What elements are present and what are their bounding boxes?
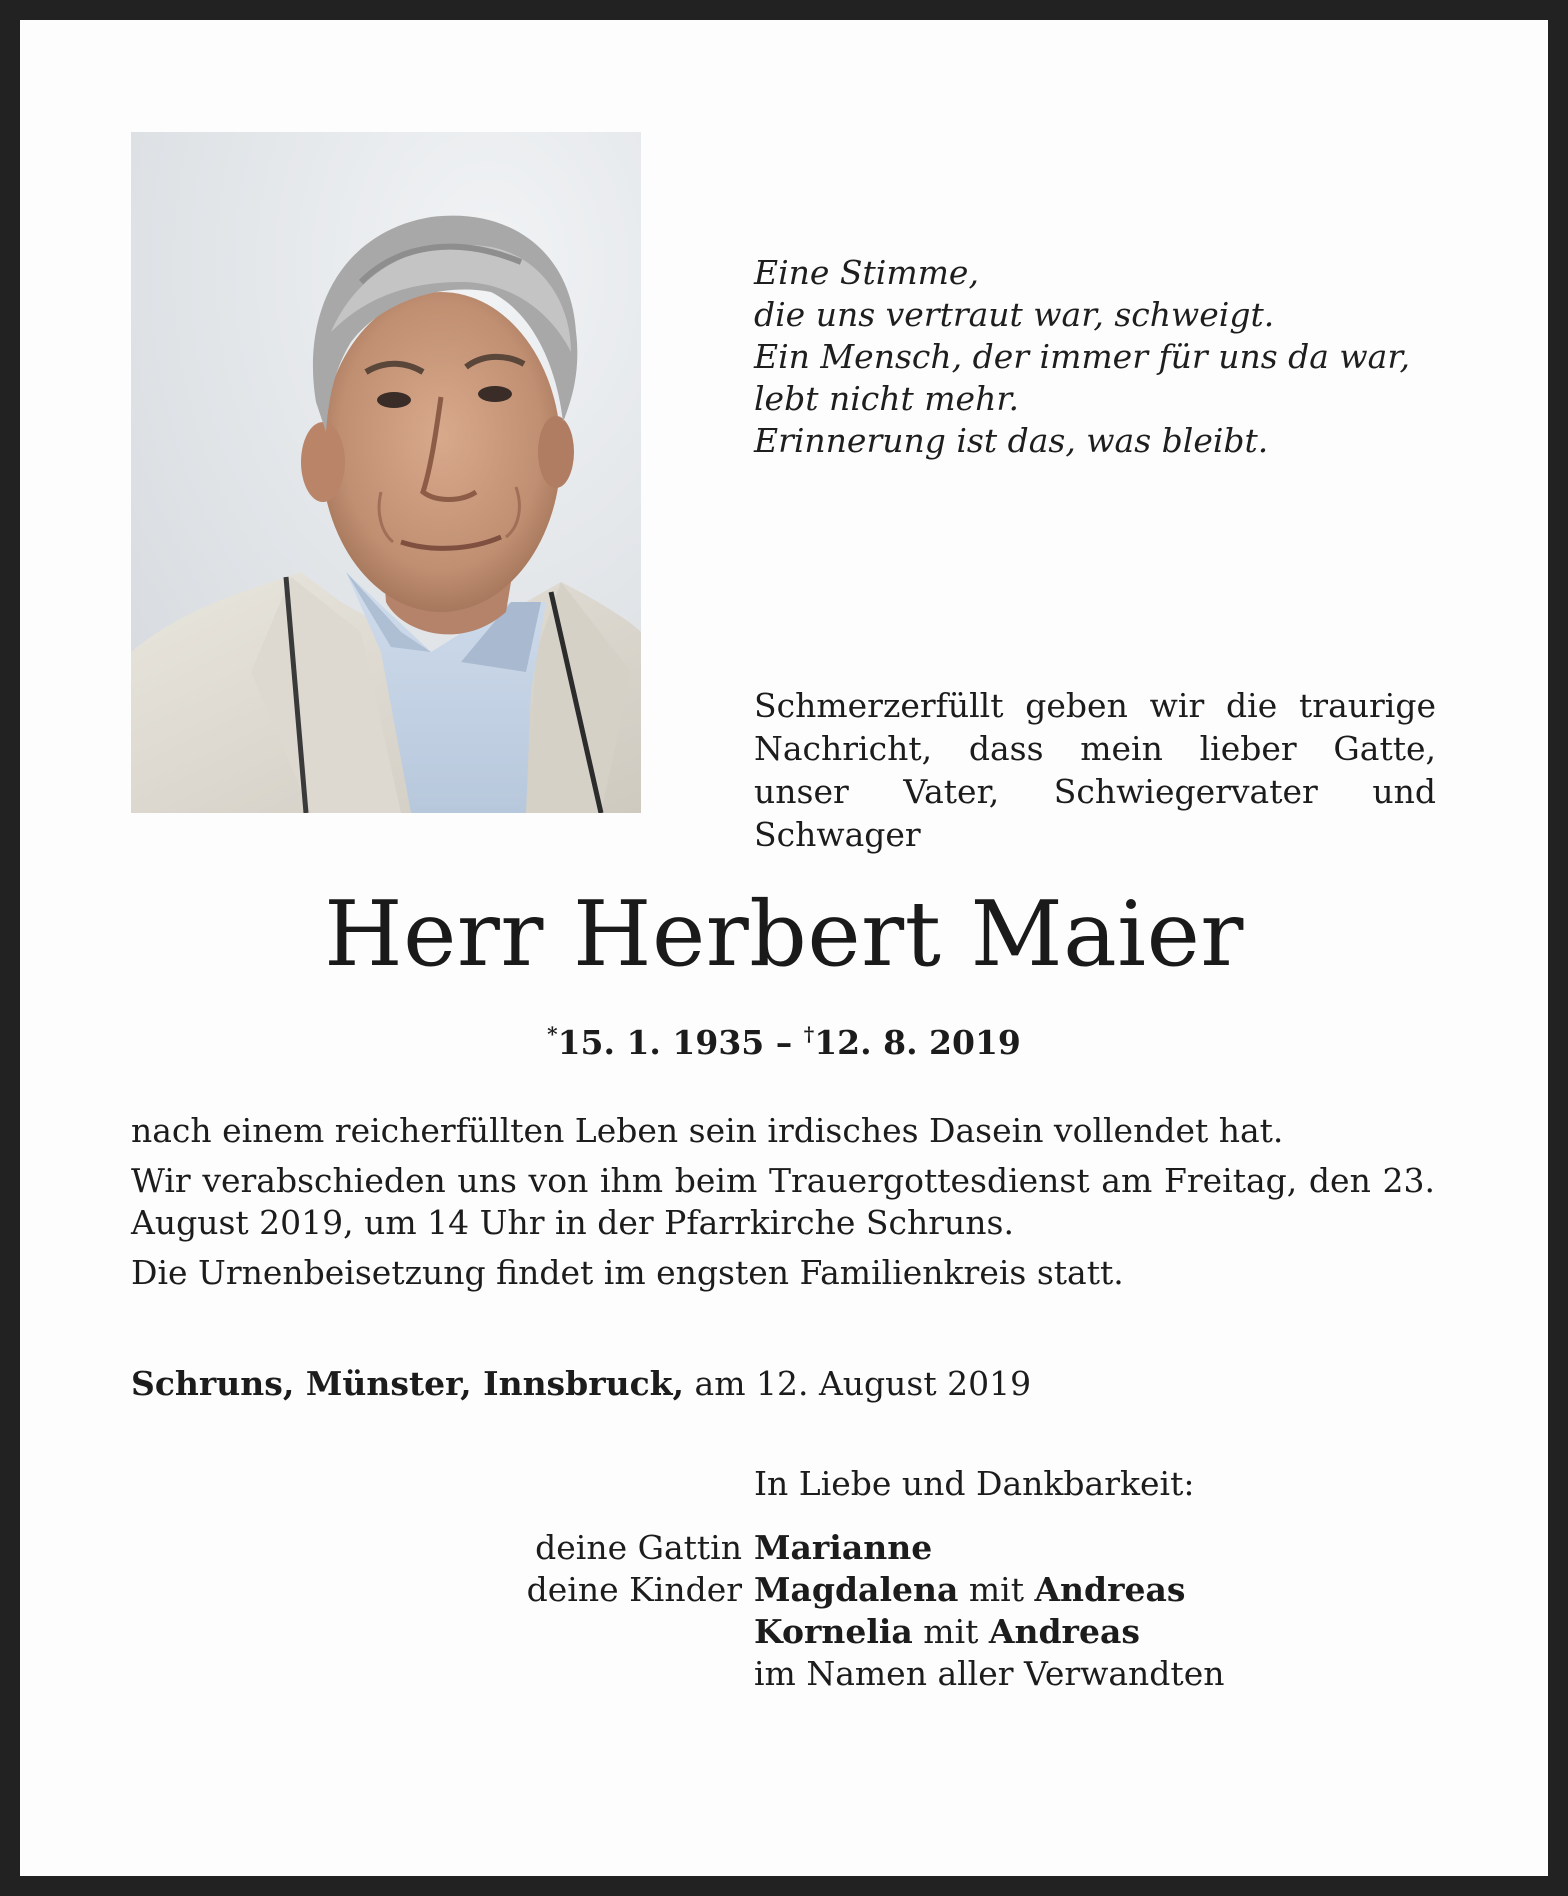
spouse-name: Marianne xyxy=(754,1528,933,1567)
child2-value xyxy=(754,1610,1140,1654)
death-symbol: † xyxy=(803,1022,815,1046)
signature-row-spouse xyxy=(0,1526,1568,1570)
intro-text: Schmerzerfüllt geben wir die traurige Nachricht, dass mein lieber Gatte, unser Vater, Schwiegervater und Schwager xyxy=(754,686,1436,854)
children-label: deine Kinder xyxy=(526,1570,742,1609)
child1-name: Magdalena xyxy=(754,1570,959,1609)
poem-line: Ein Mensch, der immer für uns da war, xyxy=(754,337,1410,376)
signature-row-closing xyxy=(0,1652,1568,1696)
body-paragraph: Die Urnenbeisetzung findet im engsten Familienkreis statt. xyxy=(131,1253,1124,1292)
body-paragraph: Wir verabschieden uns von ihm beim Trauergottesdienst am Freitag, den 23. August 2019, um 14 Uhr in der Pfarrkirche Schruns. xyxy=(131,1161,1435,1242)
poem-line: lebt nicht mehr. xyxy=(754,379,1019,418)
signature-heading: In Liebe und Dankbarkeit: xyxy=(754,1464,1195,1503)
spouse-value xyxy=(754,1526,932,1570)
poem-line: die uns vertraut war, schweigt. xyxy=(754,295,1275,334)
poem xyxy=(754,252,1494,462)
birth-symbol: * xyxy=(547,1022,558,1046)
child1-value xyxy=(754,1568,1185,1612)
with-text: mit xyxy=(912,1612,989,1651)
child2-name: Kornelia xyxy=(754,1612,913,1651)
place-date: am 12. August 2019 xyxy=(684,1364,1032,1403)
poem-line: Eine Stimme, xyxy=(754,253,979,292)
poem-line: Erinnerung ist das, was bleibt. xyxy=(754,421,1269,460)
child2-partner: Andreas xyxy=(988,1612,1140,1651)
body-paragraph: nach einem reicherfüllten Leben sein irdisches Dasein vollendet hat. xyxy=(131,1111,1284,1150)
signature-row-child2 xyxy=(0,1610,1568,1654)
body-text xyxy=(131,1110,1435,1302)
signature-row-child1 xyxy=(0,1568,1568,1612)
date-separator: – xyxy=(764,1023,804,1062)
death-date: 12. 8. 2019 xyxy=(814,1023,1021,1062)
spouse-label: deine Gattin xyxy=(535,1528,742,1567)
closing-text: im Namen aller Verwandten xyxy=(754,1654,1225,1693)
with-text: mit xyxy=(958,1570,1035,1609)
deceased-name: Herr Herbert Maier xyxy=(324,882,1244,987)
place-date-line xyxy=(131,1362,1435,1406)
place-locations: Schruns, Münster, Innsbruck, xyxy=(131,1364,685,1403)
birth-date: 15. 1. 1935 xyxy=(557,1023,765,1062)
life-dates xyxy=(0,1012,1568,1065)
portrait-photo xyxy=(131,132,641,813)
child1-partner: Andreas xyxy=(1034,1570,1186,1609)
